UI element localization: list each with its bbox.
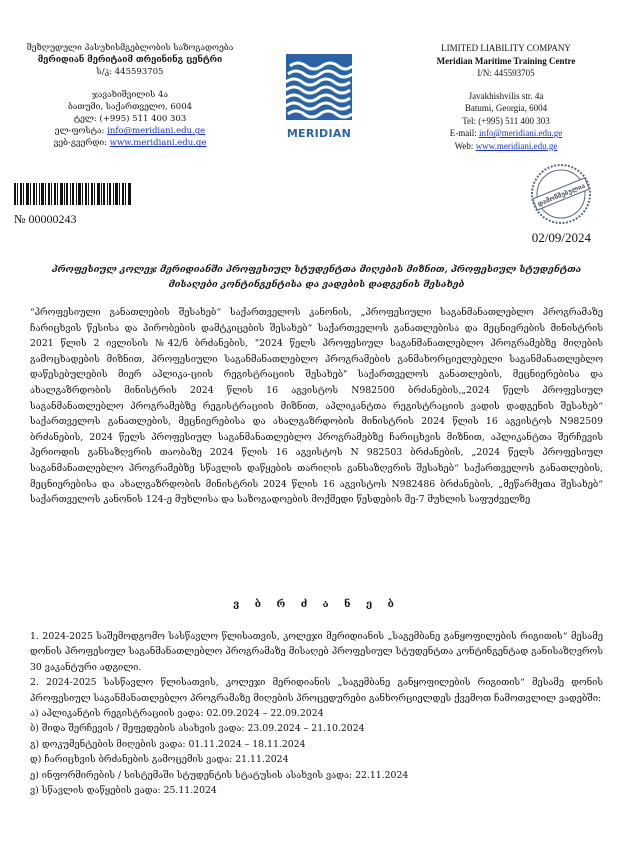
barcode: [14, 183, 131, 205]
phone-ka: ტელ: (+995) 511 400 303: [73, 114, 187, 125]
decree-heading: ვ ბ რ ძ ა ნ ე ბ: [233, 599, 400, 610]
address-street-ka: ჯავახიშვილის 4ა: [92, 89, 168, 100]
certified-stamp-icon: [530, 163, 592, 225]
email-row-en: [391, 127, 621, 140]
decree-item: 1. 2024-2025 საშემოდგომო სასწავლო წლისათვის, კოლეჯი მერიდიანის „საგემბანე განყოფილების რიგითის“ მესამე დონის პროფესიულ საგანმანათლებლო პროგრამაზე მისაღებ პროფესიულ სტუდენტთა კონტინგენტად განისაზღვროს 30 ვაკანტური ადგილი.: [30, 631, 603, 673]
web-label-en: Web:: [454, 140, 474, 151]
document-title: პროფესიულ კოლეჯ მერიდიანში პროფესიულ სტუდენტთა მიღების მიზნით, პროფესიულ სტუდენტთა მისაღები კონტინგენტისა და ვადების დადგენის შესახებ: [51, 264, 582, 290]
meridian-logo: [276, 54, 362, 146]
web-row-ka: [10, 137, 250, 149]
stamp-text: დამოწმებულია: [536, 181, 587, 209]
decree-subitem: ე) ინფორმირების / სისტემაში სტუდენტის სტატუსის ასახვის ვადა: 22.11.2024: [30, 769, 409, 781]
decree-subitem: გ) დოკუმენტების მიღების ვადა: 01.11.2024 – 18.11.2024: [30, 738, 306, 750]
company-header-georgian: [10, 42, 250, 150]
company-type-en: LIMITED LIABILITY COMPANY: [441, 43, 571, 53]
company-name-en: Meridian Maritime Training Centre: [436, 55, 576, 66]
document-date: 02/09/2024: [531, 230, 591, 245]
address-city-ka: ბათუმი, საქართველო, 6004: [67, 101, 193, 112]
web-link-en[interactable]: www.meridiani.edu.ge: [475, 140, 558, 151]
email-link-en[interactable]: info@meridiani.edu.ge: [478, 128, 563, 138]
email-label-ka: ელ-ფოსტა:: [54, 126, 105, 137]
phone-en: Tel: (+995) 511 400 303: [462, 115, 550, 126]
web-label-ka: ვებ-გვერდი:: [53, 138, 108, 149]
address-street-en: Javakhishvilis str. 4a: [468, 90, 544, 101]
web-link-ka[interactable]: www.meridiani.edu.ge: [109, 138, 207, 149]
company-header-english: [391, 42, 621, 152]
email-row-ka: [10, 125, 250, 137]
company-type-ka: შეზღუდული პასუხისმგებლობის საზოგადოება: [26, 43, 234, 53]
company-id-ka: ს/კ: 445593705: [96, 67, 164, 78]
meridian-wave-icon: [286, 54, 352, 120]
decree-item: 2. 2024-2025 სასწავლო წლისათვის, კოლეჯი მერიდიანის „საგემბანე განყოფილების რიგითის“ მესამე დონის პროფესიულ საგანმანათლებლო პროგრამაზე მიღების პროცედურები განხორციელდეს ქვემოთ ჩამოთვლილ ვადებში:: [30, 677, 603, 704]
email-label-en: E-mail:: [449, 128, 477, 138]
company-id-en: I/N: 445593705: [477, 68, 535, 78]
decree-subitem: დ) ჩარიცხვის ბრძანების გამოცემის ვადა: 21.11.2024: [30, 754, 289, 766]
web-row-en: [391, 140, 621, 153]
email-link-ka[interactable]: info@meridiani.edu.ge: [107, 126, 206, 137]
decree-items: [30, 629, 603, 798]
preamble-text: “პროფესიული განათლების შესახებ“ საქართველოს კანონის, „პროფესიული საგანმანათლებლო პროგრამაზე ჩარიცხვის წესისა და პირობების დამტკიცების შესახებ“ საქართველოს განათლებისა და მეცნიერების მინისტრის 2021 წლის 2 ივლისის №42/ნ ბრძანების, "2024 წელს პროფესიულ საგანმანათლებლო პროგრამებზე მიღების გამოცხადების მიზნით, პროფესიული საგანმანათლებლო პროგრამების განმახორციელებელი საგანმანათლებლო დაწესებულების მიერ აპლიკა-ციის რეგისტრაციის შესახებ" საქართველოს განათლების, მეცნიერებისა და ახალგაზრდობის მინისტრის 2024 წლის 16 აგვისტოს N982500 ბრძანების,„2024 წელს პროფესიულ საგანმანათლებლო პროგრამებზე რეგისტრაციის მიზნით, აპლიკანტთა რეგისტრაციის ვადის დადგენის შესახებ“ საქართველოს განათლების, მეცნიერებისა და ახალგაზრდობის მინისტრის 2024 წლის 16 აგვისტოს N982509 ბრძანების, 2024 წელს პროფესიულ საგანმანათლებლო პროგრამებზე ჩარიცხვის მიზნით, აპლიკანტთა შერჩევის პერიოდის განსაზღვრის თაობაზე 2024 წლის 16 აგვისტოს N 982503 ბრძანების, „2024 წელს პროფესიულ საგანმანათლებლო პროგრამებზე სწავლის დაწყების თარიღის განსაზღვრის შესახებ“ საქართველოს განათლების, მეცნიერებისა და ახალგაზრდობის მინისტრის 2024 წლის 16 აგვისტოს N982486 ბრძანების, „მეწარმეთა შესახებ“ საქართველოს კანონის 124-ე მუხლისა და საზოგადოების მოქმედი წესდების მე-7 მუხლის საფუძველზე: [30, 307, 603, 506]
decree-subitem: ა) აპლიკანტის რეგისტრაციის ვადა: 02.09.2024 – 22.09.2024: [30, 708, 324, 720]
decree-subitem: ვ) სწავლის დაწყების ვადა: 25.11.2024: [30, 785, 217, 797]
document-number: № 00000243: [14, 212, 77, 226]
company-name-ka: მერიდიან მერიტაიმ თრეინინგ ცენტრი: [37, 55, 223, 66]
decree-subitem: ბ) შიდა შერჩევის / შეფედების ასახვის ვადა: 23.09.2024 – 21.10.2024: [30, 723, 365, 735]
logo-text: MERIDIAN: [286, 127, 352, 140]
address-city-en: Batumi, Georgia, 6004: [464, 103, 548, 113]
